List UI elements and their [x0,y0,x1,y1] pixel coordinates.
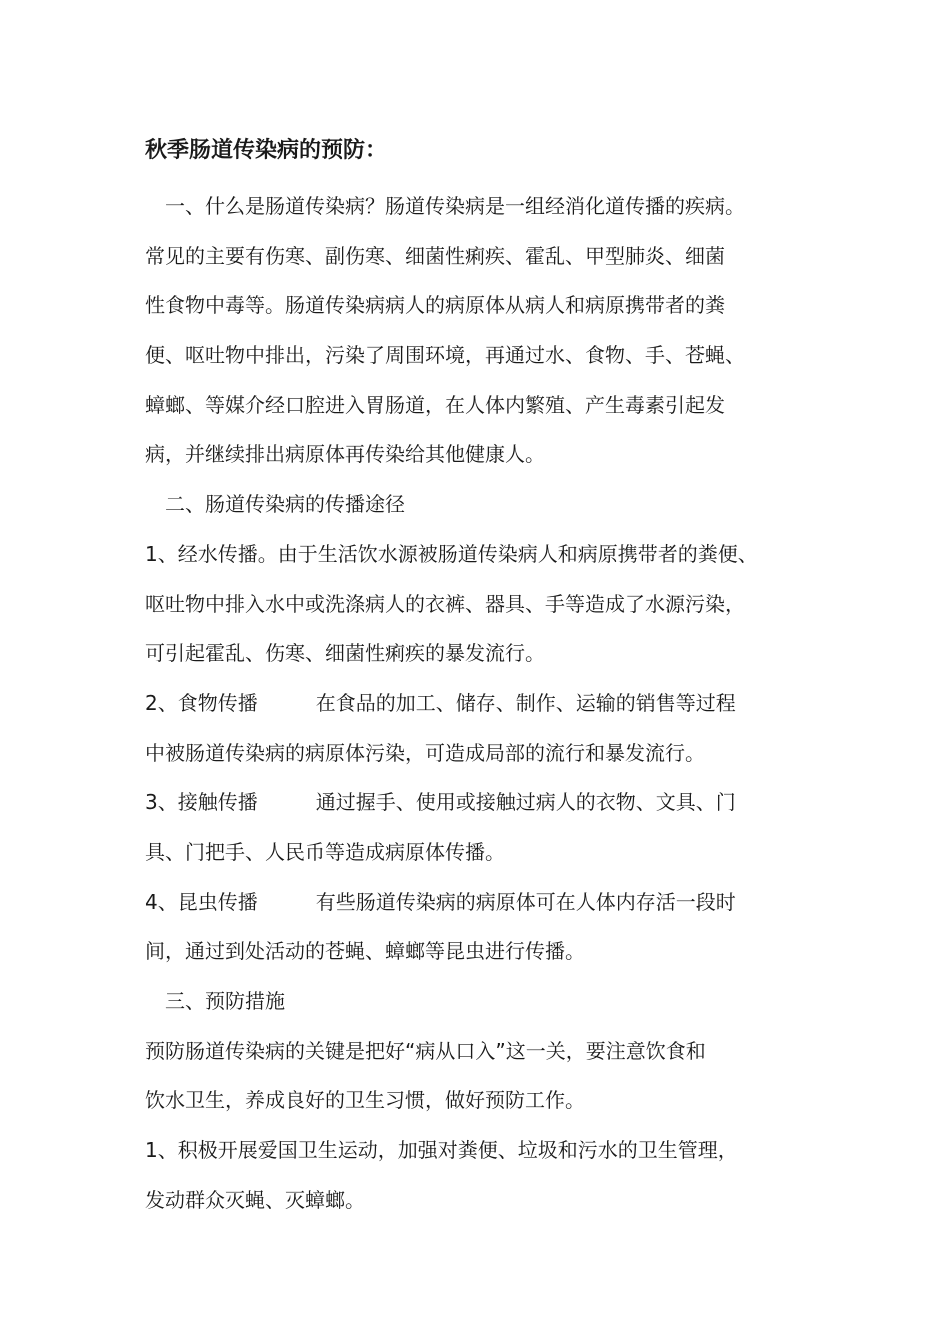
section-one-heading-line: 一、什么是肠道传染病？肠道传染病是一组经消化道传播的疾病。 [165,194,745,218]
paragraph-line: 具、门把手、人民币等造成病原体传播。 [145,839,505,864]
item-label: 3、接触传播 [145,790,258,815]
item-label: 4、昆虫传播 [145,889,258,914]
item-label: 2、食物传播 [145,690,258,715]
paragraph-line: 便、呕吐物中排出，污染了周围环境，再通过水、食物、手、苍蝇、 [145,343,745,368]
document-body [145,182,825,1225]
item-text: 通过握手、使用或接触过病人的衣物、文具、门 [315,790,736,815]
item-text: 有些肠道传染病的病原体可在人体内存活一段时 [315,889,736,914]
paragraph-line [145,878,825,928]
section-three-heading: 三、预防措施 [165,989,285,1013]
document-title: 秋季肠道传染病的预防： [145,138,388,163]
paragraph-line: 预防肠道传染病的关键是把好“病从口入”这一关，要注意饮食和 [145,1038,706,1063]
paragraph-line: 性食物中毒等。肠道传染病病人的病原体从病人和病原携带者的粪 [145,293,725,318]
paragraph-line: 饮水卫生，养成良好的卫生习惯，做好预防工作。 [145,1088,585,1113]
paragraph-line: 蟑螂、等媒介经口腔进入胃肠道，在人体内繁殖、产生毒素引起发 [145,392,725,417]
item-text: 在食品的加工、储存、制作、运输的销售等过程 [315,690,736,715]
paragraph-line: 中被肠道传染病的病原体污染，可造成局部的流行和暴发流行。 [145,740,705,765]
section-two-heading: 二、肠道传染病的传播途径 [165,492,405,517]
paragraph-line [145,679,825,729]
paragraph-line [145,778,825,828]
paragraph-line: 常见的主要有伤寒、副伤寒、细菌性痢疾、霍乱、甲型肺炎、细菌 [145,243,725,268]
paragraph-line: 间，通过到处活动的苍蝇、蟑螂等昆虫进行传播。 [145,939,585,964]
paragraph-line: 病，并继续排出病原体再传染给其他健康人。 [145,442,545,467]
paragraph-line: 可引起霍乱、伤寒、细菌性痢疾的暴发流行。 [145,641,545,666]
paragraph-line: 1、积极开展爱国卫生运动，加强对粪便、垃圾和污水的卫生管理， [145,1138,738,1163]
paragraph-line: 发动群众灭蝇、灭蟑螂。 [145,1187,365,1212]
paragraph-line: 呕吐物中排入水中或洗涤病人的衣裤、器具、手等造成了水源污染， [145,591,745,616]
paragraph-line: 1、经水传播。由于生活饮水源被肠道传染病人和病原携带者的粪便、 [145,541,758,566]
